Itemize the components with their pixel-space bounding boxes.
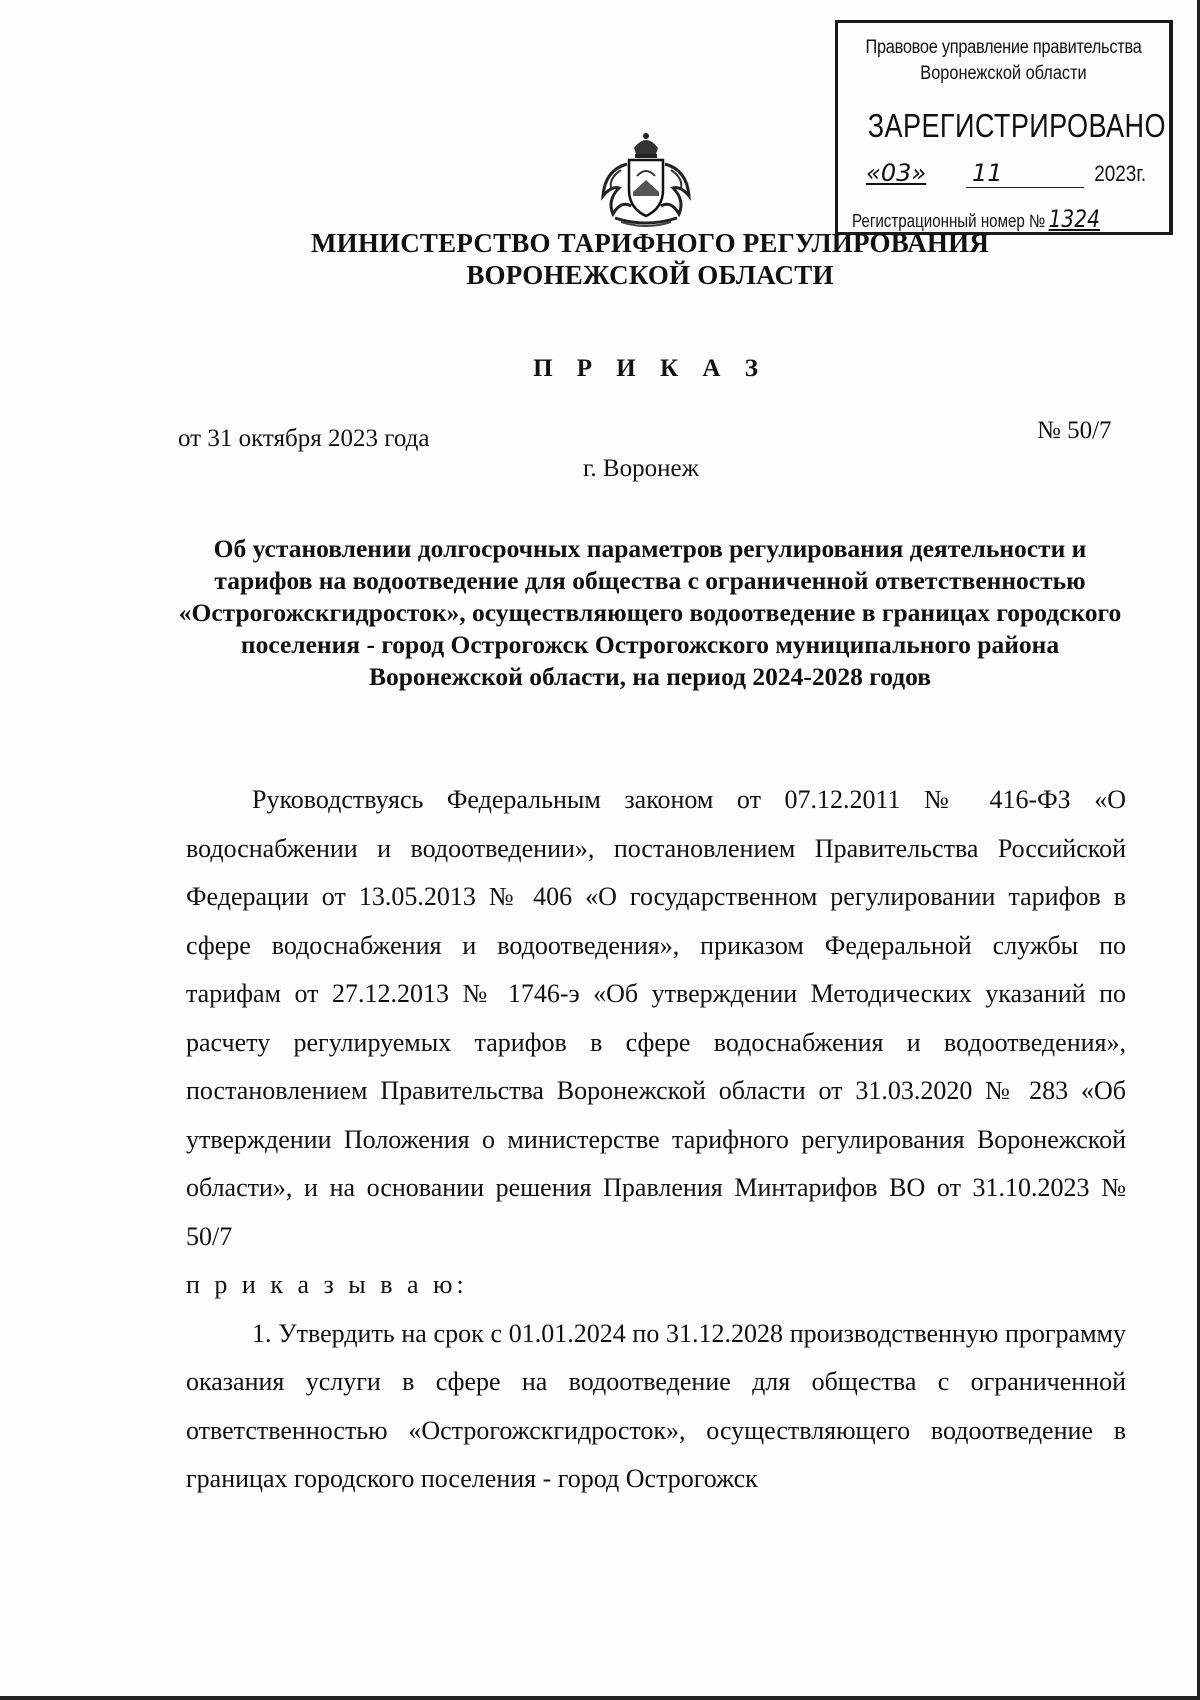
stamp-org-line1: Правовое управление правительства: [865, 37, 1142, 58]
document-date: от 31 октября 2023 года: [178, 425, 430, 452]
stamp-month: 11: [972, 159, 1003, 187]
stamp-reg-label: Регистрационный номер №: [852, 211, 1046, 231]
stamp-day: «03»: [866, 159, 927, 187]
stamp-status: ЗАРЕГИСТРИРОВАНО: [867, 107, 1166, 144]
stamp-year: 2023г.: [1094, 161, 1147, 186]
order-word: п р и к а з ы в а ю:: [186, 1270, 468, 1299]
ministry-name-line2: ВОРОНЕЖСКОЙ ОБЛАСТИ: [466, 260, 834, 290]
stamp-date: [866, 159, 1147, 188]
stamp-date-line: [966, 187, 1084, 188]
preamble-paragraph: Руководствуясь Федеральным законом от 07.12.2011 № 416-ФЗ «О водоснабжении и водоотведении», постановлением Правительства Российской Федерации от 13.05.2013 № 406 «О государственном регулировании тарифов в сфере водоснабжения и водоотведения», приказом Федеральной службы по тарифам от 27.12.2013 № 1746-э «Об утверждении Методических указаний по расчету регулируемых тарифов в сфере водоснабжения и водоотведения», постановлением Правительства Воронежской области от 31.03.2020 № 283 «Об утверждении Положения о министерстве тарифного регулирования Воронежской области», и на основании решения Правления Минтарифов ВО от 31.10.2023 № 50/7: [186, 785, 1126, 1251]
registration-stamp: [835, 20, 1173, 235]
document-title: Об установлении долгосрочных параметров регулирования деятельности и тарифов на водоотведение для общества с ограниченной ответственностью «Острогожскгидросток», осуществляющего водоотведение в границах городского поселения - город Острогожск Острогожского муниципального района Воронежской области, на период 2024-2028 годов: [178, 534, 1122, 691]
document-city: г. Воронеж: [583, 455, 699, 482]
stamp-reg-number: 1324: [1048, 205, 1100, 233]
coat-of-arms-icon: [591, 130, 701, 230]
item-1-paragraph: 1. Утвердить на срок с 01.01.2024 по 31.12.2028 производственную программу оказания услуги в сфере на водоотведение для общества с ограниченной ответственностью «Острогожскгидросток», осуществляющего водоотведение в границах городского поселения - город Острогожск: [186, 1318, 1126, 1493]
document-type: П Р И К А З: [533, 355, 767, 382]
document-number: № 50/7: [1037, 417, 1112, 444]
stamp-org-line2: Воронежской области: [920, 63, 1087, 84]
ministry-name-line1: МИНИСТЕРСТВО ТАРИФНОГО РЕГУЛИРОВАНИЯ: [310, 228, 990, 258]
document-body: [186, 776, 1126, 1504]
scan-edge: [0, 1696, 1200, 1700]
